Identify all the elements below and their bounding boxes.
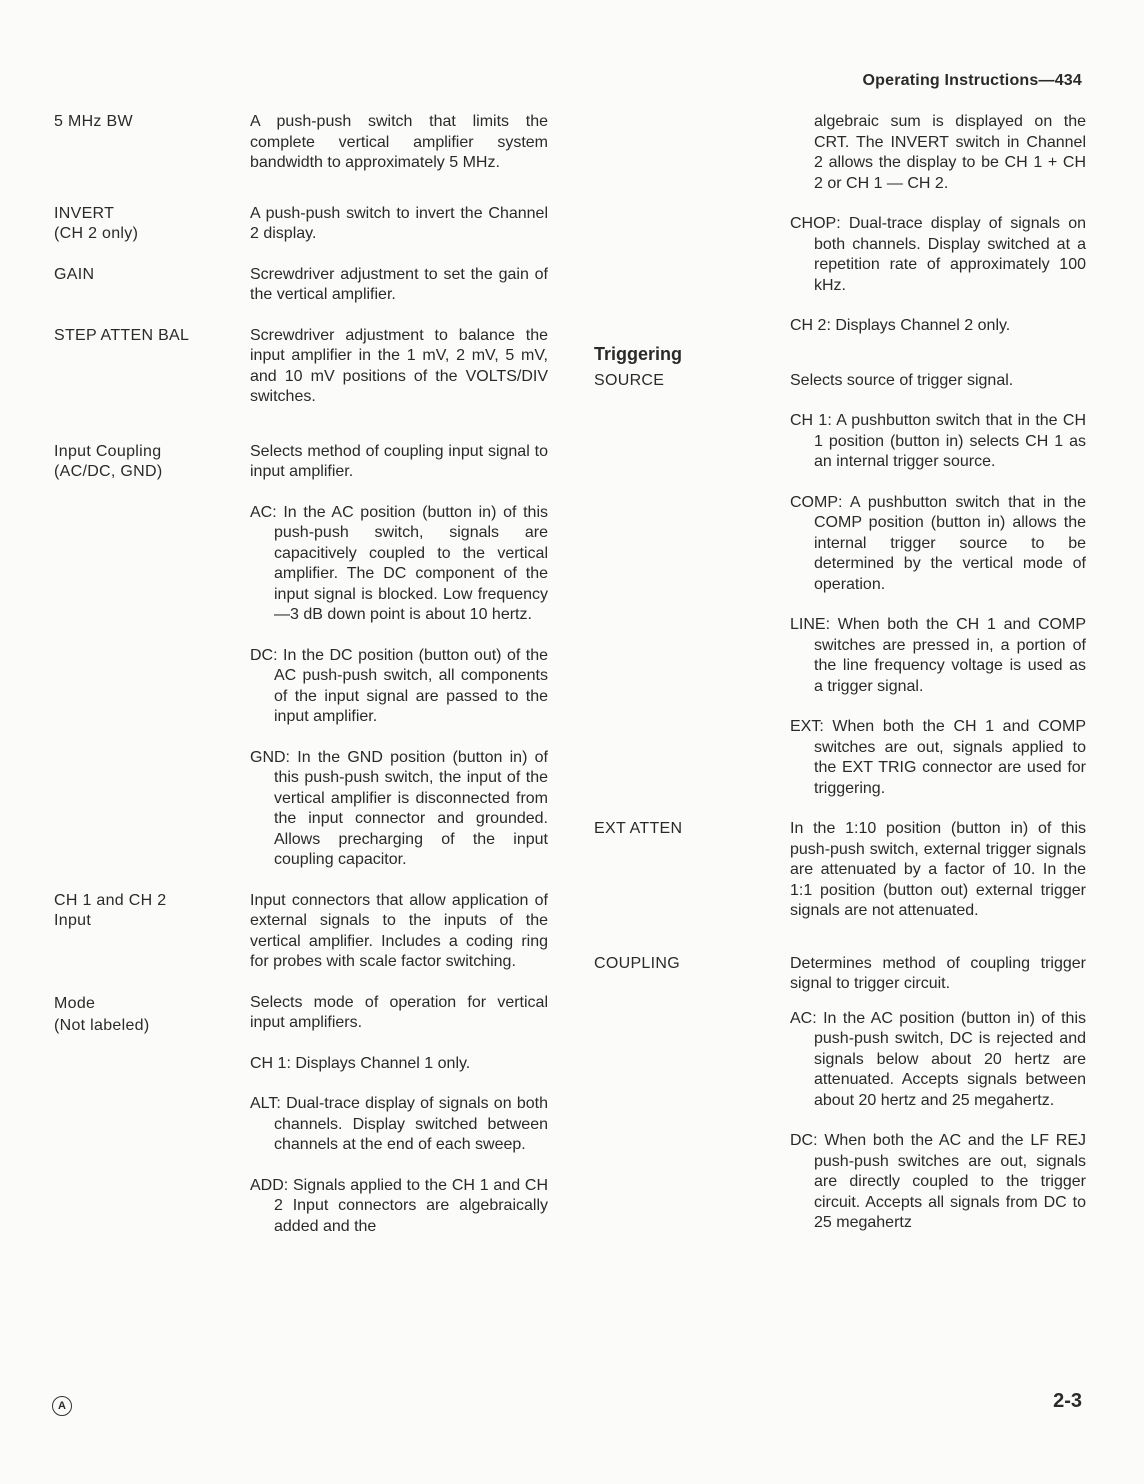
paragraph: Screwdriver adjustment to set the gain of the vertical amplifier.: [250, 265, 548, 303]
paragraph: Selects source of trigger signal.: [790, 371, 1014, 389]
term-coupling: COUPLING: [594, 954, 680, 972]
term-5mhz-bw: 5 MHz BW: [54, 113, 133, 130]
desc-mode-continued: [790, 112, 1086, 337]
term-source: SOURCE: [594, 371, 665, 389]
paragraph-ch2: CH 2: Displays Channel 2 only.: [790, 317, 1011, 334]
paragraph-ac: AC: In the AC position (button in) of this push-push switch, DC is rejected and signals below about 20 hertz are attenuated. Accepts signals between about 20 hertz and 25 megahertz.: [790, 1009, 1086, 1109]
desc-gain: [250, 265, 548, 306]
entry-5mhz-bw: [54, 112, 548, 174]
entry-mode-continued: [594, 112, 1086, 337]
paragraph: A push-push switch to invert the Channel 2 display.: [250, 204, 548, 242]
desc-ch-input: [250, 891, 548, 973]
entry-source: [594, 371, 1086, 800]
page-header: Operating Instructions—434: [862, 72, 1082, 89]
term-empty: [594, 112, 790, 337]
paragraph-chop: CHOP: Dual-trace display of signals on both channels. Display switched at a repetition rate of approximately 100 kHz.: [790, 215, 1086, 294]
revision-mark: A: [52, 1396, 72, 1416]
paragraph-dc: DC: When both the AC and the LF REJ push-push switches are out, signals are directly coupled to the trigger circuit. Accepts all signals from DC to 25 megahertz: [790, 1132, 1086, 1231]
desc-invert: [250, 204, 548, 245]
desc-5mhz-bw: [250, 112, 548, 174]
paragraph: A push-push switch that limits the complete vertical amplifier system bandwidth to approximately 5 MHz.: [250, 113, 548, 171]
entry-ch-input: [54, 891, 548, 973]
entry-input-coupling: [54, 442, 548, 871]
paragraph: Screwdriver adjustment to balance the input amplifier in the 1 mV, 2 mV, 5 mV, and 10 mV positions of the VOLTS/DIV switches.: [250, 326, 548, 405]
term-step-atten-bal: STEP ATTEN BAL: [54, 326, 190, 344]
paragraph-ch1: CH 1: Displays Channel 1 only.: [250, 1054, 471, 1072]
paragraph-ext: EXT: When both the CH 1 and COMP switches are out, signals applied to the EXT TRIG connector are used for triggering.: [790, 718, 1086, 797]
entry-step-atten-bal: [54, 326, 548, 408]
left-column: [54, 112, 548, 1257]
desc-source: [790, 371, 1086, 800]
entry-mode: [54, 993, 548, 1238]
paragraph-ch1: CH 1: A pushbutton switch that in the CH 1 position (button in) selects CH 1 as an internal trigger source.: [790, 412, 1086, 470]
right-column: [594, 112, 1086, 1254]
desc-input-coupling: [250, 442, 548, 871]
paragraph-ac: AC: In the AC position (button in) of this push-push switch, signals are capacitively coupled to the vertical amplifier. The DC component of the input signal is blocked. Low frequency —3 dB down point is about 10 hertz.: [250, 503, 548, 623]
paragraph: Input connectors that allow application of external signals to the inputs of the vertical amplifier. Includes a coding ring for probes with scale factor switching.: [250, 891, 548, 970]
paragraph: In the 1:10 position (button in) of this push-push switch, external trigger signals are attenuated by a factor of 10. In the 1:1 position (button out) external trigger signals are not attenuated.: [790, 820, 1086, 919]
entry-gain: [54, 265, 548, 306]
paragraph-dc: DC: In the DC position (button out) of the AC push-push switch, all components of the input signal are passed to the input amplifier.: [250, 646, 548, 725]
term-ext-atten: EXT ATTEN: [594, 820, 683, 837]
term-mode: Mode (Not labeled): [54, 994, 150, 1034]
term-input-coupling: Input Coupling (AC/DC, GND): [54, 442, 163, 480]
desc-coupling: [790, 954, 1086, 1234]
paragraph-alt: ALT: Dual-trace display of signals on both channels. Display switched between channels at the end of each sweep.: [250, 1095, 548, 1153]
entry-ext-atten: [594, 819, 1086, 922]
section-title-triggering: Triggering: [594, 343, 683, 364]
term-invert: INVERT (CH 2 only): [54, 204, 139, 242]
entry-coupling: [594, 954, 1086, 1234]
paragraph-add: ADD: Signals applied to the CH 1 and CH 2 Input connectors are algebraically added and the: [250, 1176, 548, 1235]
entry-invert: [54, 204, 548, 245]
paragraph: Selects method of coupling input signal to input amplifier.: [250, 442, 548, 480]
paragraph-line: LINE: When both the CH 1 and COMP switches are pressed in, a portion of the line frequency voltage is used as a trigger signal.: [790, 616, 1086, 695]
page-number: 2-3: [1053, 1390, 1082, 1412]
paragraph-add-continued: algebraic sum is displayed on the CRT. The INVERT switch in Channel 2 allows the display to be CH 1 + CH 2 or CH 1 — CH 2.: [814, 113, 1086, 192]
term-ch-input: CH 1 and CH 2 Input: [54, 891, 167, 929]
desc-step-atten-bal: [250, 326, 548, 408]
term-gain: GAIN: [54, 265, 95, 283]
paragraph-comp: COMP: A pushbutton switch that in the COMP position (button in) allows the internal trigger source to be determined by the vertical mode of operation.: [790, 493, 1086, 593]
desc-ext-atten: [790, 819, 1086, 922]
desc-mode: [250, 993, 548, 1238]
paragraph: Determines method of coupling trigger signal to trigger circuit.: [790, 954, 1086, 992]
paragraph: Selects mode of operation for vertical input amplifiers.: [250, 993, 548, 1031]
paragraph-gnd: GND: In the GND position (button in) of this push-push switch, the input of the vertical amplifier is disconnected from the input connector and grounded. Allows precharging of the input coupling capacitor.: [250, 748, 548, 868]
